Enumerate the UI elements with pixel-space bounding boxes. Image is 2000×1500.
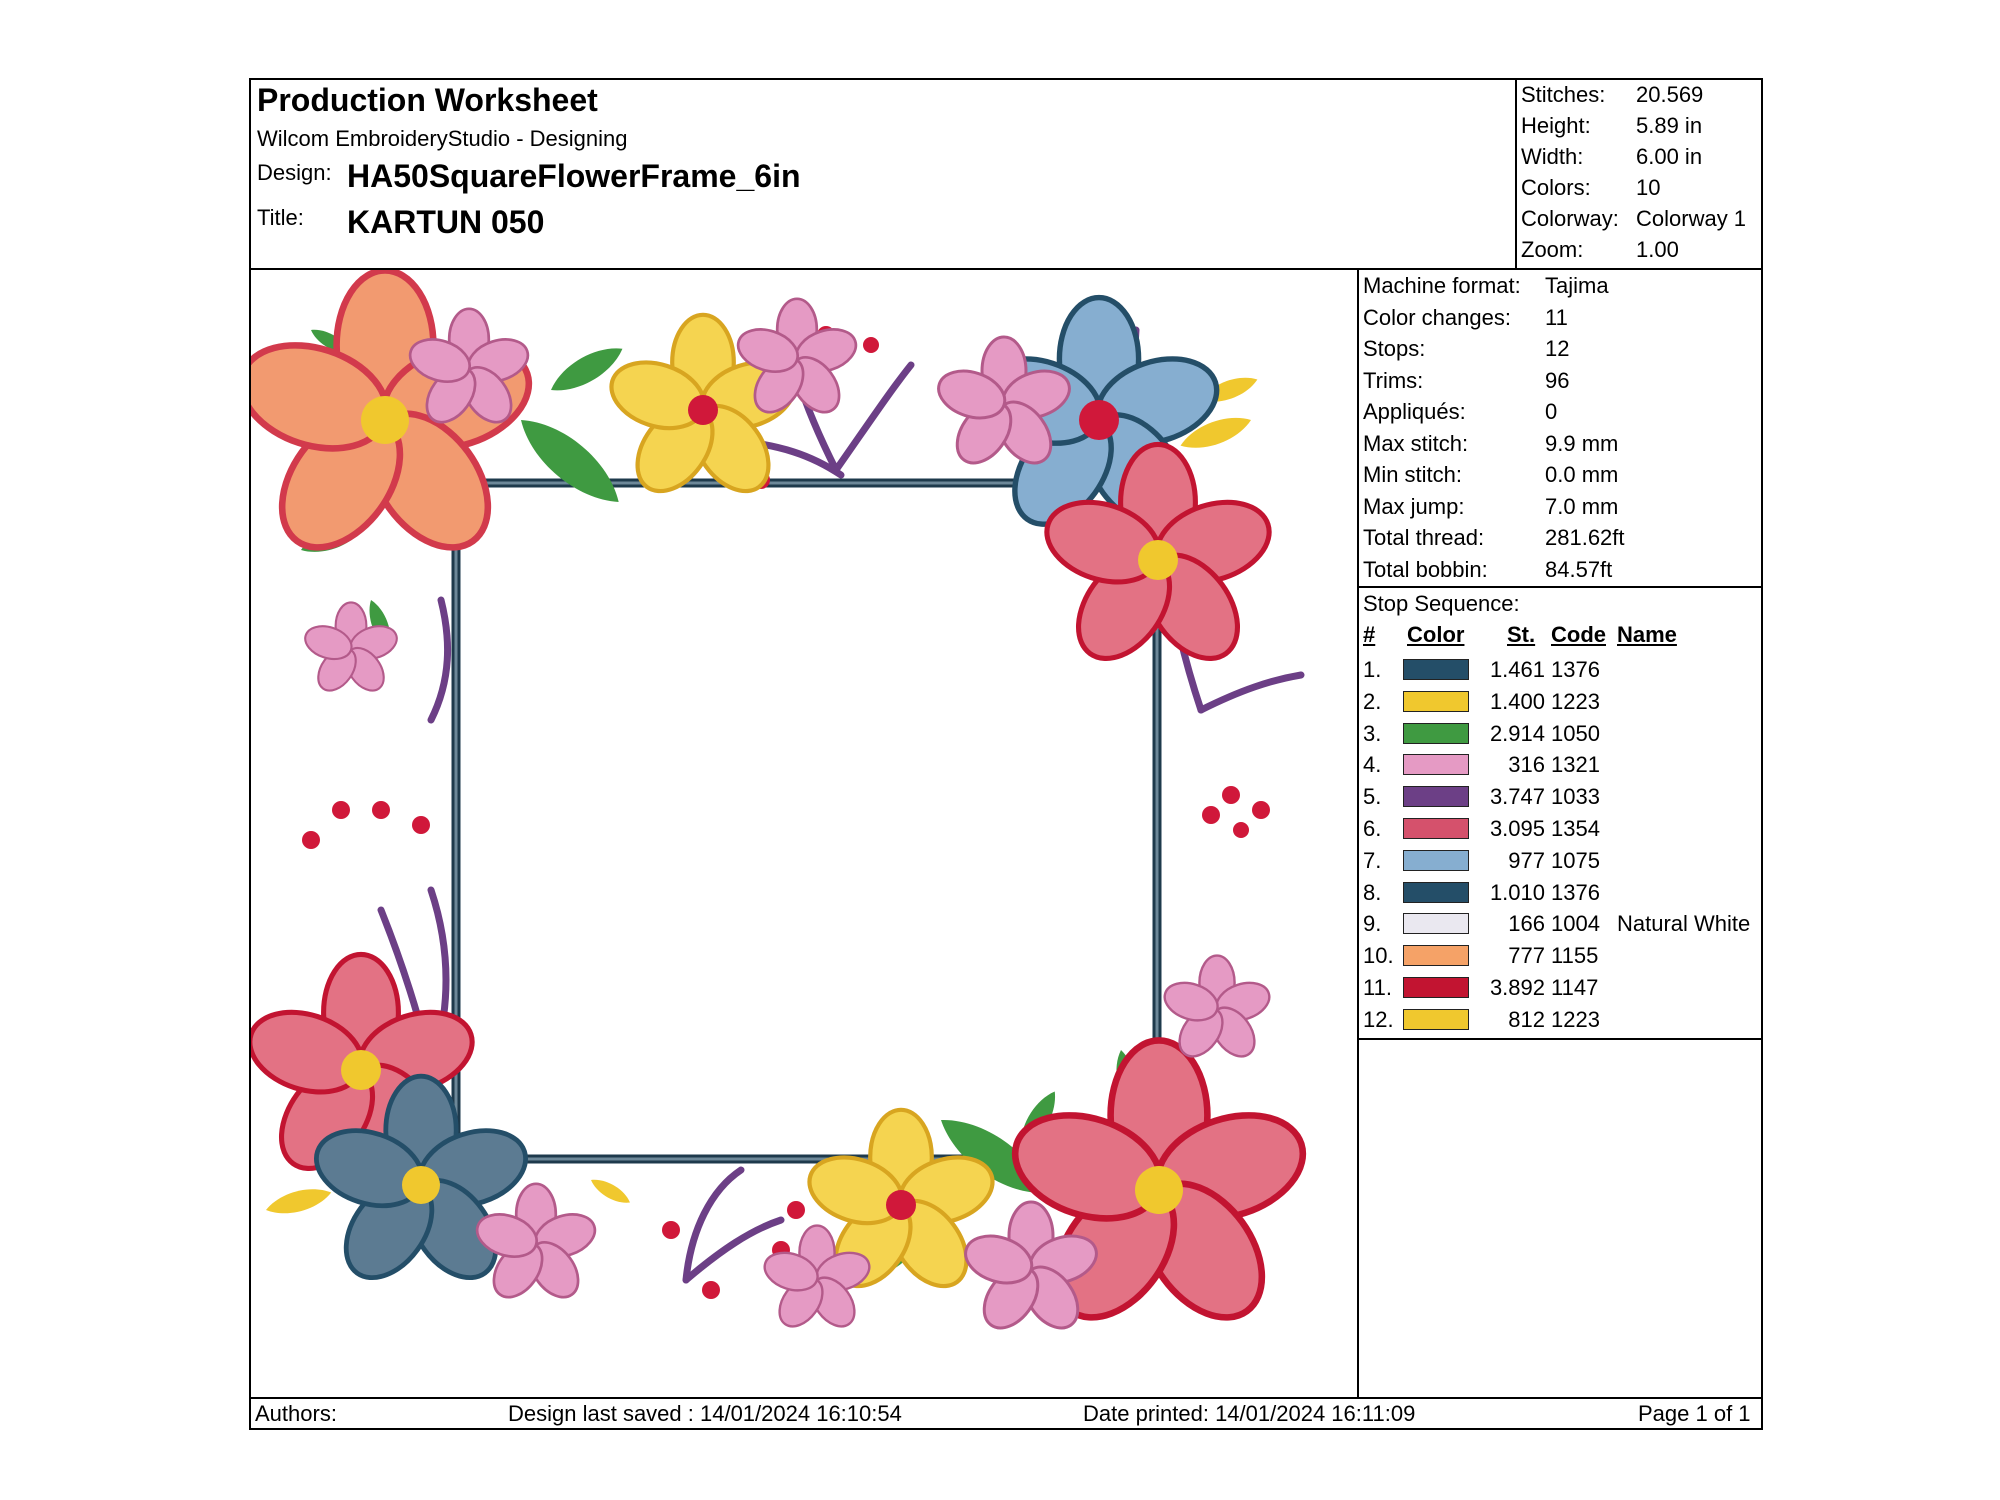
stop-sequence-row [1359, 972, 1761, 1003]
stop-sequence-row [1359, 813, 1761, 844]
square-frame-inner [456, 483, 1157, 1159]
stop-number: 10. [1363, 943, 1394, 969]
stat-zoom [1521, 235, 1761, 265]
stat-label: Colorway: [1521, 206, 1619, 231]
info-label: Total thread: [1363, 525, 1485, 550]
info-value: 11 [1545, 304, 1568, 330]
production-worksheet [249, 78, 1763, 1430]
thread-code: 1223 [1551, 688, 1600, 714]
info-label: Stops: [1363, 336, 1426, 361]
stat-width [1521, 142, 1761, 172]
stitch-count: 3.892 [1489, 975, 1545, 1000]
thread-code: 1147 [1551, 975, 1599, 1000]
stat-value: 1.00 [1636, 237, 1679, 262]
info-value: 9.9 mm [1545, 430, 1619, 456]
info-value: 96 [1545, 367, 1570, 393]
col-code: Code [1551, 622, 1606, 647]
stat-value: 5.89 in [1636, 113, 1703, 138]
info-value: Tajima [1545, 273, 1609, 298]
design-name: HA50SquareFlowerFrame_6in [347, 158, 801, 194]
info-total-thread [1363, 522, 1759, 553]
stop-sequence-label: Stop Sequence: [1363, 591, 1520, 616]
stat-label: Stitches: [1521, 82, 1606, 107]
thread-code: 1376 [1551, 657, 1600, 682]
stitch-count: 3.095 [1489, 816, 1545, 841]
stitch-count: 812 [1508, 1006, 1545, 1032]
info-value: 12 [1545, 336, 1570, 361]
info-value: 281.62ft [1545, 525, 1625, 550]
info-appliques [1363, 396, 1759, 427]
info-trims [1363, 365, 1759, 396]
thread-code: 1075 [1551, 847, 1600, 873]
info-stops [1363, 333, 1759, 364]
info-color-changes [1363, 302, 1759, 333]
col-color: Color [1407, 622, 1465, 647]
design-label: Design: [257, 160, 332, 185]
info-label: Max stitch: [1363, 430, 1469, 456]
footer-date-printed: Date printed: 14/01/2024 16:11:09 [1083, 1401, 1416, 1426]
stop-sequence-row [1359, 749, 1761, 780]
stop-sequence-row [1359, 718, 1761, 749]
info-label: Color changes: [1363, 304, 1511, 330]
thread-name: Natural White [1617, 911, 1751, 937]
thread-code: 1223 [1551, 1006, 1600, 1032]
info-label: Total bobbin: [1363, 556, 1488, 582]
stop-number: 4. [1363, 752, 1382, 778]
stats-box [1517, 80, 1761, 270]
info-machine-format [1363, 270, 1759, 301]
col-name: Name [1617, 622, 1677, 647]
info-label: Appliqués: [1363, 399, 1466, 424]
info-value: 0.0 mm [1545, 462, 1619, 487]
thread-code: 1321 [1551, 752, 1600, 778]
stitch-count: 166 [1508, 911, 1545, 937]
stitch-count: 1.461 [1489, 657, 1545, 682]
worksheet-title: Production Worksheet [257, 82, 598, 118]
title-label: Title: [257, 205, 304, 230]
thread-code: 1004 [1551, 911, 1600, 937]
stop-sequence-row [1359, 654, 1761, 685]
info-label: Machine format: [1363, 273, 1521, 298]
stat-height [1521, 111, 1761, 141]
stitch-count: 777 [1508, 943, 1545, 969]
title-value: KARTUN 050 [347, 204, 545, 240]
info-label: Trims: [1363, 367, 1424, 393]
thread-code: 1050 [1551, 720, 1600, 746]
stitch-count: 2.914 [1489, 720, 1545, 746]
info-value: 7.0 mm [1545, 493, 1619, 519]
stop-sequence-header [1359, 620, 1761, 652]
footer-last-saved: Design last saved : 14/01/2024 16:10:54 [508, 1401, 902, 1426]
stop-number: 12. [1363, 1006, 1394, 1032]
stop-sequence-row [1359, 1004, 1761, 1035]
stat-value: 20.569 [1636, 82, 1704, 107]
square-frame [456, 483, 1157, 1159]
design-preview [251, 270, 1359, 1397]
stop-number: 6. [1363, 816, 1382, 841]
stitch-count: 316 [1508, 752, 1545, 778]
col-st: St. [1507, 622, 1536, 647]
stop-sequence-row [1359, 686, 1761, 717]
info-total-bobbin [1363, 554, 1759, 585]
stat-label: Height: [1521, 113, 1591, 138]
stop-number: 1. [1363, 657, 1382, 682]
thread-code: 1354 [1551, 816, 1600, 841]
stat-colors [1521, 173, 1761, 203]
footer-authors: Authors: [255, 1401, 337, 1426]
stop-number: 2. [1363, 688, 1382, 714]
info-max-stitch [1363, 428, 1759, 459]
thread-code: 1033 [1551, 784, 1600, 810]
info-label: Max jump: [1363, 493, 1465, 519]
thread-code: 1376 [1551, 879, 1600, 905]
divider [1359, 1038, 1761, 1040]
worksheet-header [251, 80, 1517, 270]
stitch-count: 3.747 [1489, 784, 1545, 810]
stop-sequence-row [1359, 940, 1761, 971]
info-min-stitch [1363, 459, 1759, 490]
stop-number: 8. [1363, 879, 1382, 905]
flower-frame-embroidery [251, 270, 1357, 1397]
thread-code: 1155 [1551, 943, 1599, 969]
stop-sequence-row [1359, 908, 1761, 939]
info-label: Min stitch: [1363, 462, 1463, 487]
col-num: # [1363, 622, 1376, 647]
stop-sequence-title [1363, 588, 1759, 619]
stop-number: 9. [1363, 911, 1382, 937]
stop-sequence-row [1359, 845, 1761, 876]
stop-number: 7. [1363, 847, 1382, 873]
footer-page: Page 1 of 1 [1638, 1401, 1751, 1426]
worksheet-footer [251, 1397, 1761, 1430]
stat-value: 6.00 in [1636, 144, 1703, 169]
info-value: 84.57ft [1545, 556, 1613, 582]
stitch-count: 1.400 [1489, 688, 1545, 714]
stat-label: Colors: [1521, 175, 1591, 200]
stat-stitches [1521, 80, 1761, 110]
stat-label: Zoom: [1521, 237, 1584, 262]
stat-value: Colorway 1 [1636, 206, 1747, 231]
stop-number: 3. [1363, 720, 1382, 746]
stat-value: 10 [1636, 175, 1661, 200]
stop-sequence-row [1359, 877, 1761, 908]
stop-sequence-row [1359, 781, 1761, 812]
info-value: 0 [1545, 399, 1558, 424]
stitch-count: 977 [1508, 847, 1545, 873]
stat-label: Width: [1521, 144, 1584, 169]
worksheet-subtitle: Wilcom EmbroideryStudio - Designing [257, 126, 628, 151]
stat-colorway [1521, 204, 1761, 234]
stop-number: 5. [1363, 784, 1382, 810]
info-max-jump [1363, 491, 1759, 522]
stop-number: 11. [1363, 975, 1392, 1000]
stitch-count: 1.010 [1489, 879, 1545, 905]
